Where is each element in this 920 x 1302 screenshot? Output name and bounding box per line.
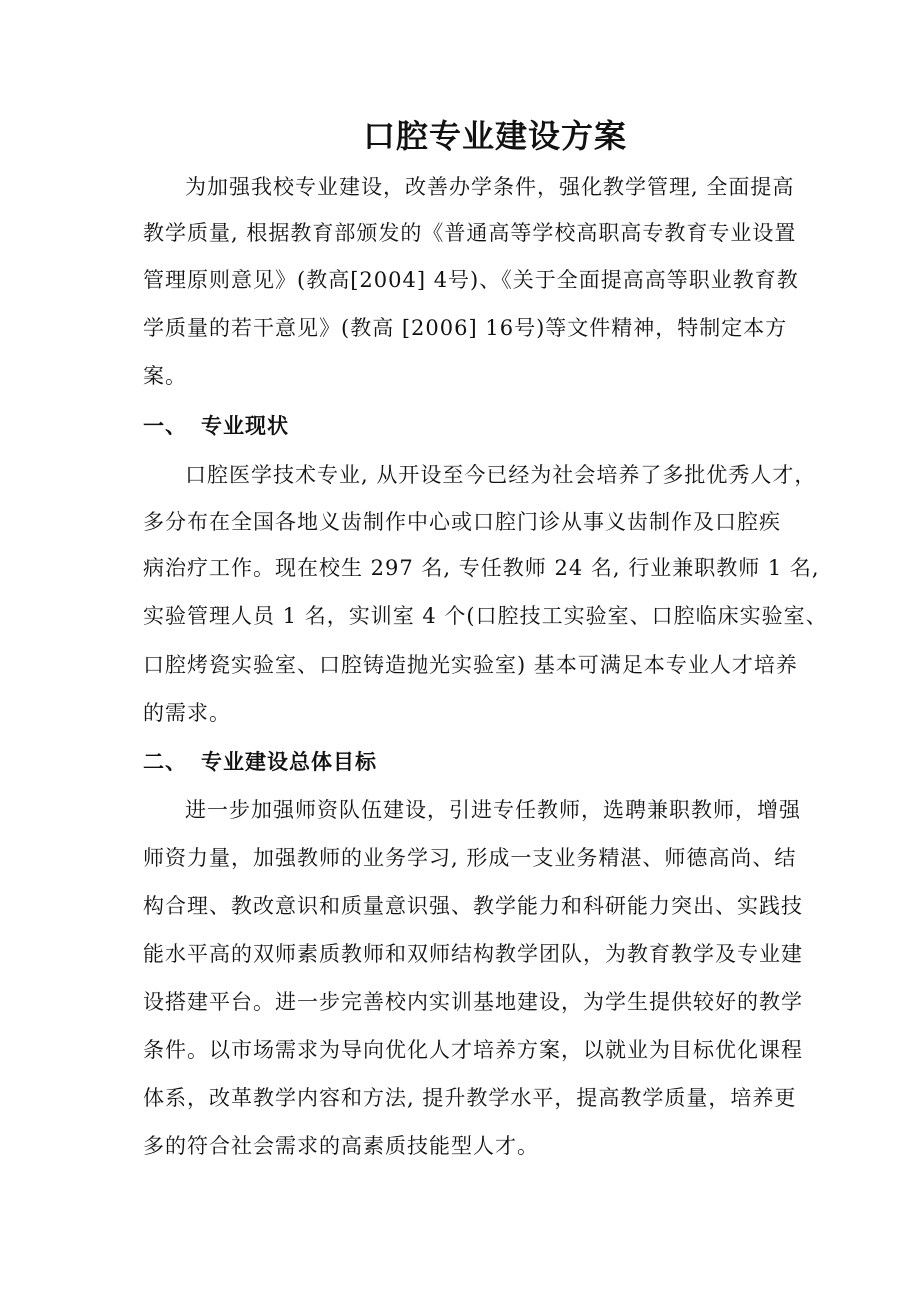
paragraph-line: 体系，改革教学内容和方法, 提升教学水平，提高教学质量，培养更 — [143, 1086, 797, 1110]
paragraph-line: 进一步加强师资队伍建设，引进专任教师，选聘兼职教师，增强 — [185, 798, 801, 822]
section-heading-goals — [143, 747, 377, 777]
paragraph-line: 口腔医学技术专业, 从开设至今已经为社会培养了多批优秀人才， — [185, 463, 817, 487]
paragraph-line: 师资力量，加强教师的业务学习, 形成一支业务精湛、师德高尚、结 — [143, 846, 797, 870]
intro-line: 为加强我校专业建设，改善办学条件，强化教学管理, 全面提高 — [185, 175, 795, 199]
intro-line: 管理原则意见》(教高[2004] 4号)、《关于全面提高高等职业教育教 — [143, 268, 799, 292]
intro-line: 教学质量, 根据教育部颁发的《普通高等学校高职高专教育专业设置 — [143, 221, 797, 245]
paragraph-line: 多分布在全国各地义齿制作中心或口腔门诊从事义齿制作及口腔疾 — [143, 510, 781, 534]
document-title: 口腔专业建设方案 — [362, 117, 627, 155]
paragraph-line: 构合理、教改意识和质量意识强、教学能力和科研能力突出、实践技 — [143, 894, 803, 918]
paragraph-line: 的需求。 — [143, 701, 231, 725]
paragraph-line: 病治疗工作。现在校生 297 名, 专任教师 24 名, 行业兼职教师 1 名, — [143, 556, 820, 580]
section-heading-status — [143, 411, 289, 441]
paragraph-line: 能水平高的双师素质教师和双师结构教学团队，为教育教学及专业建 — [143, 942, 803, 966]
paragraph-line: 设搭建平台。进一步完善校内实训基地建设，为学生提供较好的教学 — [143, 990, 803, 1014]
section-title: 专业现状 — [201, 413, 289, 438]
paragraph-line: 条件。以市场需求为导向优化人才培养方案，以就业为目标优化课程 — [143, 1038, 803, 1062]
intro-line: 案。 — [143, 364, 187, 388]
section-number: 二、 — [143, 749, 187, 774]
paragraph-line: 口腔烤瓷实验室、口腔铸造抛光实验室) 基本可满足本专业人才培养 — [143, 653, 798, 677]
paragraph-line: 实验管理人员 1 名，实训室 4 个(口腔技工实验室、口腔临床实验室、 — [143, 604, 828, 628]
section-title: 专业建设总体目标 — [201, 749, 377, 774]
intro-line: 学质量的若干意见》(教高 [2006] 16号)等文件精神，特制定本方 — [143, 316, 788, 340]
section-number: 一、 — [143, 413, 187, 438]
paragraph-line: 多的符合社会需求的高素质技能型人才。 — [143, 1134, 539, 1158]
